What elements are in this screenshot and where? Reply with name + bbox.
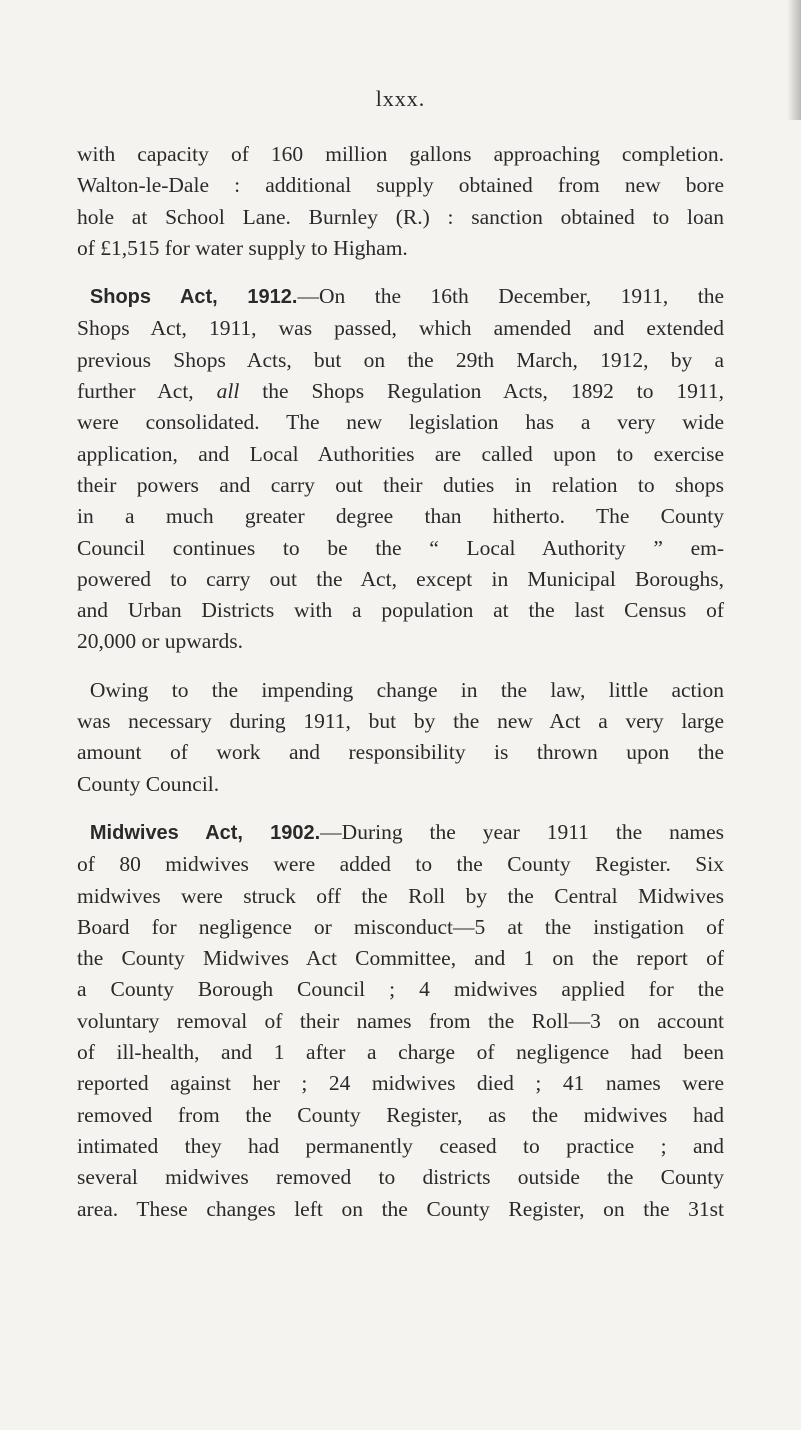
text-line bbox=[77, 817, 724, 849]
text-line: amount of work and responsibility is thrown upon the bbox=[77, 740, 724, 765]
text-fragment: —On the 16th December, 1911, the bbox=[297, 284, 724, 309]
text-line: Shops Act, 1911, was passed, which amended and extended bbox=[77, 316, 724, 341]
text-line: in a much greater degree than hitherto. The County bbox=[77, 504, 724, 529]
paragraph-midwives-act bbox=[77, 817, 724, 1225]
text-line: previous Shops Acts, but on the 29th March, 1912, by a bbox=[77, 347, 724, 372]
text-line: Owing to the impending change in the law, little action bbox=[89, 677, 724, 702]
text-line: 20,000 or upwards. bbox=[77, 629, 244, 654]
text-line: and Urban Districts with a population at the last Census of bbox=[77, 598, 724, 623]
text-line: were consolidated. The new legislation has a very wide bbox=[77, 410, 724, 435]
text-line: reported against her ; 24 midwives died ; 41 names were bbox=[77, 1071, 724, 1096]
text-line: powered to carry out the Act, except in Municipal Boroughs, bbox=[77, 566, 724, 591]
text-line: the County Midwives Act Committee, and 1 on the report of bbox=[77, 946, 724, 971]
text-line: County Council. bbox=[77, 771, 220, 796]
paragraph-water-supply bbox=[77, 139, 724, 264]
text-fragment: —During the year 1911 the names bbox=[320, 819, 724, 844]
paragraph-shops-act bbox=[77, 281, 724, 658]
text-line: several midwives removed to districts outside the County bbox=[77, 1165, 724, 1190]
text-line: their powers and carry out their duties in relation to shops bbox=[77, 472, 724, 497]
text-line: intimated they had permanently ceased to practice ; and bbox=[77, 1133, 724, 1158]
section-heading-midwives-act: Midwives Act, 1902. bbox=[89, 821, 321, 844]
text-fragment: further Act, bbox=[77, 379, 194, 404]
text-line: midwives were struck off the Roll by the Central Midwives bbox=[77, 883, 724, 908]
text-line bbox=[77, 376, 724, 407]
section-heading-shops-act: Shops Act, 1912. bbox=[89, 286, 298, 309]
text-line: area. These changes left on the County Register, on the 31st bbox=[77, 1196, 724, 1221]
text-line: of ill-health, and 1 after a charge of negligence had been bbox=[77, 1040, 724, 1065]
page-number: lxxx. bbox=[375, 86, 426, 111]
text-fragment: the Shops Regulation Acts, 1892 to 1911, bbox=[262, 379, 725, 404]
text-line: was necessary during 1911, but by the new Act a very large bbox=[77, 709, 724, 734]
text-line: of £1,515 for water supply to Higham. bbox=[77, 235, 408, 260]
text-line: Board for negligence or misconduct—5 at the instigation of bbox=[77, 914, 724, 939]
text-line: voluntary removal of their names from the Roll—3 on account bbox=[77, 1008, 724, 1033]
text-line: removed from the County Register, as the midwives had bbox=[77, 1102, 724, 1127]
paragraph-impending-change bbox=[77, 675, 724, 800]
italic-word: all bbox=[216, 379, 240, 404]
body-text bbox=[77, 139, 724, 1225]
text-line: a County Borough Council ; 4 midwives applied for the bbox=[77, 977, 724, 1002]
text-line: Walton-le-Dale : additional supply obtained from new bore bbox=[77, 173, 724, 198]
text-line: Council continues to be the “ Local Authority ” em- bbox=[77, 535, 724, 560]
text-line: of 80 midwives were added to the County Register. Six bbox=[77, 852, 724, 877]
text-line: with capacity of 160 million gallons approaching completion. bbox=[77, 142, 724, 166]
text-line: application, and Local Authorities are called upon to exercise bbox=[77, 441, 724, 466]
text-line: hole at School Lane. Burnley (R.) : sanction obtained to loan bbox=[77, 204, 724, 229]
text-line bbox=[77, 281, 724, 313]
